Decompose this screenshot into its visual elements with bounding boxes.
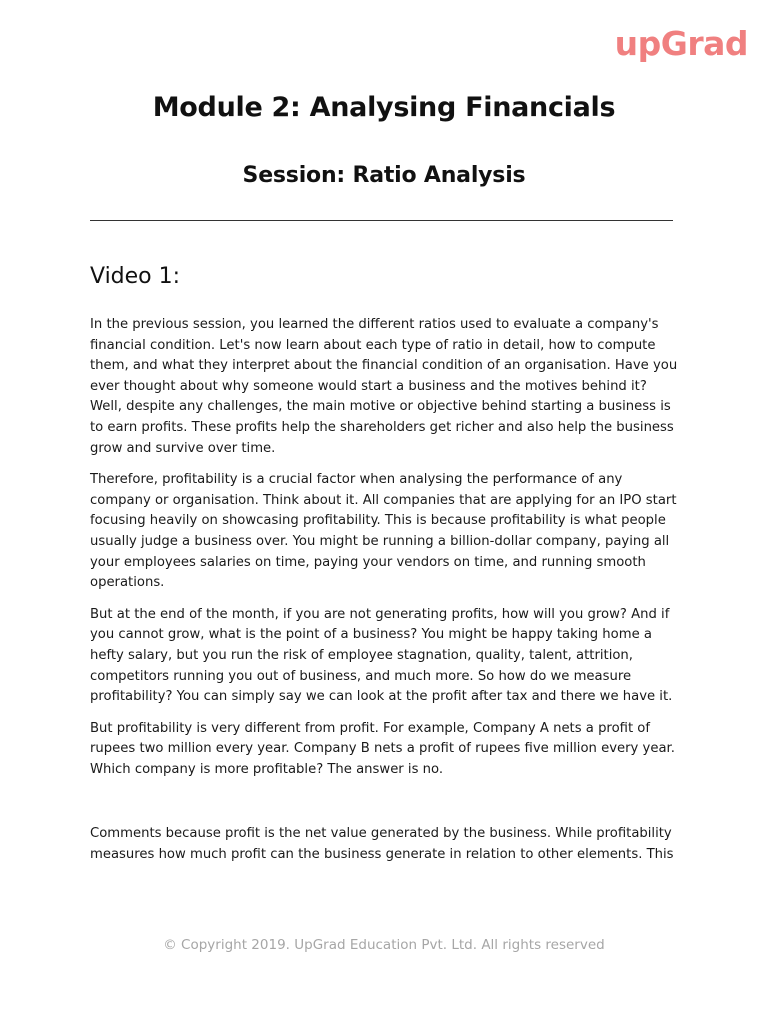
upgrad-logo: upGrad [614,24,748,63]
paragraph-5: Comments because profit is the net value generated by the business. While profitability measures how much profit can the business generate in relation to other elements. This [90,826,674,863]
session-subtitle: Session: Ratio Analysis [242,163,526,188]
paragraph-4: But profitability is very different from profit. For example, Company A nets a profit of rupees two million every year. Company B nets a profit of rupees five million every year. Which company is more profitable? The answer is no. [90,720,675,777]
page-title: Module 2: Analysing Financials [152,92,616,123]
paragraph-1: In the previous session, you learned the different ratios used to evaluate a company's financial condition. Let's now learn about each type of ratio in detail, how to compute them, and what they interpret about the financial condition of an organisation. Have you ever thought about why someone would start a business and the motives behind it? Well, despite any challenges, the main motive or objective behind starting a business is to earn profits. These profits help the shareholders get richer and also help the business grow and survive over time. [90,317,678,456]
copyright-footer: © Copyright 2019. UpGrad Education Pvt. Ltd. All rights reserved [163,937,605,953]
title-divider [90,220,673,221]
paragraph-3: But at the end of the month, if you are not generating profits, how will you grow? And if you cannot grow, what is the point of a business? You might be happy taking home a hefty salary, but you run the risk of employee stagnation, quality, talent, attrition, competitors running you out of business, and much more. So how do we measure profitability? You can simply say we can look at the profit after tax and there we have it. [90,606,673,705]
section-heading: Video 1: [90,264,181,289]
body-text [90,315,682,877]
paragraph-2: Therefore, profitability is a crucial factor when analysing the performance of any company or organisation. Think about it. All companies that are applying for an IPO start focusing heavily on showcasing profitability. This is because profitability is what people usually judge a business over. You might be running a billion-dollar company, paying all your employees salaries on time, paying your vendors on time, and running smooth operations. [90,472,677,591]
